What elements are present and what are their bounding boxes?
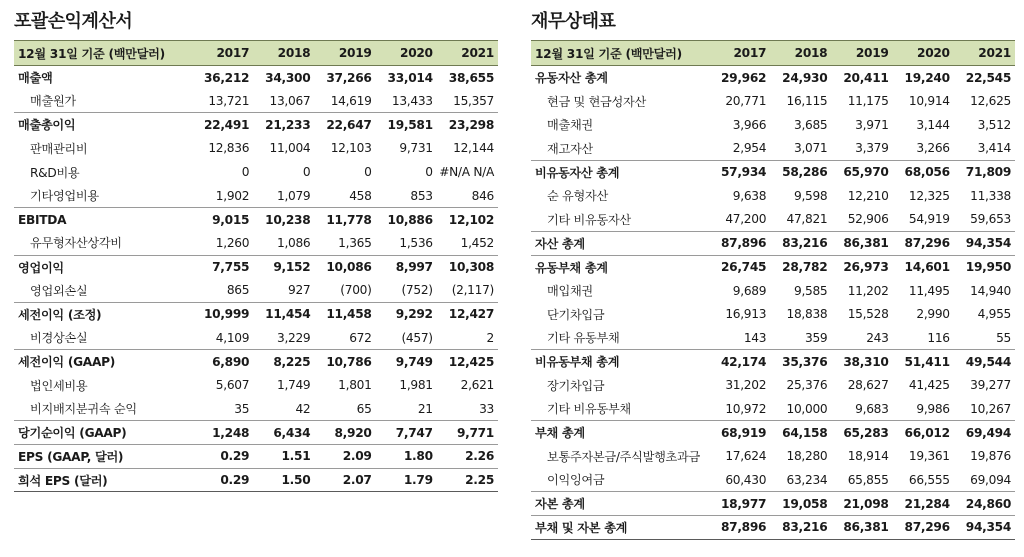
row-value: 10,886 [376, 208, 437, 232]
row-value: 9,689 [732, 283, 767, 298]
row-label: EBITDA [14, 208, 192, 232]
table-row [531, 113, 1015, 137]
table-row [14, 208, 498, 232]
row-value: 18,977 [709, 492, 770, 516]
row-label: 유동부채 총계 [531, 255, 709, 279]
table-row [14, 373, 498, 397]
row-value: 0 [364, 165, 372, 180]
row-label: 기타영업비용 [30, 189, 99, 204]
row-label: 판매관리비 [30, 141, 88, 156]
row-value: 1,079 [276, 188, 311, 203]
balance-header-year: 2017 [709, 41, 770, 66]
row-value: 22,491 [192, 113, 253, 137]
balance-sheet-title: 재무상태표 [531, 11, 616, 32]
row-value: 65,283 [831, 421, 892, 445]
row-value: 846 [471, 188, 494, 203]
row-value: 2.09 [314, 445, 375, 469]
income-header-year: 2021 [437, 41, 498, 66]
row-value: 10,914 [908, 94, 950, 109]
row-label: 희석 EPS (달러) [14, 468, 192, 492]
row-value: 15,528 [847, 307, 889, 322]
row-label: 순 유형자산 [547, 189, 608, 204]
income-header-row [14, 41, 498, 66]
row-value: 8,225 [253, 350, 314, 374]
row-value: 2.25 [437, 468, 498, 492]
table-row [531, 350, 1015, 374]
row-value: 66,555 [908, 472, 950, 487]
row-value: 3,685 [793, 117, 828, 132]
row-value: 24,930 [770, 66, 831, 90]
row-value: 3,971 [855, 117, 889, 132]
row-label: 부채 총계 [531, 421, 709, 445]
row-value: 21,098 [831, 492, 892, 516]
row-value: 22,647 [314, 113, 375, 137]
row-value: 13,433 [391, 93, 433, 108]
row-value: 17,624 [725, 449, 767, 464]
row-label: 영업이익 [14, 255, 192, 279]
row-value: 0.29 [192, 445, 253, 469]
row-value: 26,973 [831, 255, 892, 279]
row-value: 39,277 [970, 378, 1011, 393]
row-value: 9,598 [793, 188, 828, 203]
table-row [14, 421, 498, 445]
row-label: 세전이익 (조정) [14, 302, 192, 326]
row-value: 458 [349, 188, 372, 203]
row-value: 65 [356, 401, 372, 416]
row-value: 55 [996, 330, 1011, 345]
row-value: 31,202 [725, 378, 767, 393]
table-row [531, 66, 1015, 90]
row-value: 9,292 [376, 302, 437, 326]
row-value: 94,354 [954, 516, 1015, 540]
row-value: 1,801 [338, 378, 372, 393]
row-value: 10,308 [437, 255, 498, 279]
row-value: 54,919 [908, 212, 950, 227]
table-row [531, 492, 1015, 516]
table-row [531, 279, 1015, 303]
row-value: 9,638 [732, 188, 767, 203]
row-label: 매출총이익 [14, 113, 192, 137]
row-value: 3,144 [916, 117, 950, 132]
row-value: 11,004 [269, 141, 311, 156]
income-statement-panel [14, 0, 498, 492]
balance-header-year: 2018 [770, 41, 831, 66]
table-row [14, 326, 498, 350]
row-value: 22,545 [954, 66, 1015, 90]
row-value: 10,786 [314, 350, 375, 374]
table-row [14, 137, 498, 161]
row-value: 3,966 [732, 117, 767, 132]
row-value: #N/A N/A [439, 165, 494, 180]
row-value: 13,721 [208, 93, 250, 108]
income-statement-table [14, 40, 498, 492]
row-label: 단기차입금 [547, 307, 605, 322]
row-value: 1,248 [192, 421, 253, 445]
row-value: 51,411 [893, 350, 954, 374]
row-value: 64,158 [770, 421, 831, 445]
table-row [531, 302, 1015, 326]
row-value: 58,286 [770, 160, 831, 184]
table-row [531, 421, 1015, 445]
row-value: 25,376 [786, 378, 828, 393]
row-label: 법인세비용 [30, 378, 88, 393]
row-label: 세전이익 (GAAP) [14, 350, 192, 374]
row-value: 927 [288, 283, 311, 298]
row-value: 9,749 [376, 350, 437, 374]
row-value: 13,067 [269, 93, 311, 108]
row-value: 28,782 [770, 255, 831, 279]
row-value: 14,601 [893, 255, 954, 279]
row-value: 19,240 [893, 66, 954, 90]
row-value: 42 [295, 401, 311, 416]
row-value: 2.07 [314, 468, 375, 492]
row-value: 3,071 [793, 141, 828, 156]
row-value: 21,284 [893, 492, 954, 516]
row-value: 143 [743, 330, 767, 345]
row-value: 65,970 [831, 160, 892, 184]
row-value: (2,117) [451, 283, 494, 298]
row-label: 유무형자산상각비 [30, 236, 122, 251]
row-value: 23,298 [437, 113, 498, 137]
row-value: 60,430 [725, 472, 767, 487]
table-row [14, 279, 498, 303]
row-label: 영업외손실 [30, 283, 88, 298]
row-value: 19,058 [770, 492, 831, 516]
row-value: 83,216 [770, 231, 831, 255]
row-value: 359 [805, 330, 828, 345]
row-value: 49,544 [954, 350, 1015, 374]
row-label: 매출채권 [547, 118, 593, 133]
row-value: 33 [479, 401, 494, 416]
row-label: 장기차입금 [547, 378, 605, 393]
row-value: 7,747 [376, 421, 437, 445]
row-value: 10,086 [314, 255, 375, 279]
row-label: 유동자산 총계 [531, 66, 709, 90]
row-value: 66,012 [893, 421, 954, 445]
row-value: 6,890 [192, 350, 253, 374]
row-label: 자본 총계 [531, 492, 709, 516]
balance-header-label: 12월 31일 기준 (백만달러) [531, 41, 709, 66]
row-value: 3,379 [855, 141, 889, 156]
row-value: 68,056 [893, 160, 954, 184]
row-value: 0 [425, 165, 433, 180]
income-statement-title: 포괄손익계산서 [14, 11, 133, 32]
table-row [14, 255, 498, 279]
row-value: 865 [226, 283, 250, 298]
row-value: 853 [410, 188, 433, 203]
row-value: 11,454 [253, 302, 314, 326]
row-value: 9,986 [916, 401, 950, 416]
row-value: 37,266 [314, 66, 375, 90]
row-value: 18,838 [786, 307, 828, 322]
table-row [531, 397, 1015, 421]
row-value: 10,238 [253, 208, 314, 232]
table-row [531, 445, 1015, 469]
row-value: 1,365 [338, 235, 372, 250]
row-value: 0 [241, 165, 250, 180]
row-value: 3,414 [977, 141, 1011, 156]
row-value: 1.50 [253, 468, 314, 492]
table-row [531, 137, 1015, 161]
row-value: 38,655 [437, 66, 498, 90]
table-row [14, 350, 498, 374]
row-value: 9,585 [793, 283, 828, 298]
row-value: 4,955 [977, 307, 1011, 322]
row-value: (457) [401, 330, 433, 345]
row-value: 672 [349, 330, 372, 345]
row-value: 2 [486, 330, 494, 345]
row-value: 12,427 [437, 302, 498, 326]
balance-header-year: 2021 [954, 41, 1015, 66]
table-row [14, 231, 498, 255]
row-value: 68,919 [709, 421, 770, 445]
row-value: 9,152 [253, 255, 314, 279]
row-value: 11,778 [314, 208, 375, 232]
row-value: 15,357 [453, 93, 494, 108]
income-header-year: 2018 [253, 41, 314, 66]
row-value: 71,809 [954, 160, 1015, 184]
row-label: 당기순이익 (GAAP) [14, 421, 192, 445]
row-value: 12,625 [970, 94, 1011, 109]
row-value: 29,962 [709, 66, 770, 90]
income-header-year: 2017 [192, 41, 253, 66]
row-label: 매출액 [14, 66, 192, 90]
row-value: 24,860 [954, 492, 1015, 516]
row-value: 1,749 [276, 378, 311, 393]
table-row [14, 445, 498, 469]
balance-header-row [531, 41, 1015, 66]
row-value: 69,094 [970, 472, 1011, 487]
balance-sheet-table [531, 40, 1015, 540]
row-value: 42,174 [709, 350, 770, 374]
income-header-year: 2020 [376, 41, 437, 66]
row-value: 12,836 [208, 141, 250, 156]
income-table-body [14, 66, 498, 492]
row-value: 5,607 [215, 378, 250, 393]
row-value: 2,954 [732, 141, 767, 156]
table-row [14, 468, 498, 492]
row-value: 7,755 [192, 255, 253, 279]
row-value: 20,411 [831, 66, 892, 90]
row-label: 비유동자산 총계 [531, 160, 709, 184]
table-row [14, 66, 498, 90]
row-value: 36,212 [192, 66, 253, 90]
row-value: 28,627 [847, 378, 889, 393]
row-value: (700) [340, 283, 372, 298]
row-value: 18,280 [786, 449, 828, 464]
table-row [14, 89, 498, 113]
row-value: 19,361 [908, 449, 950, 464]
row-value: 0.29 [192, 468, 253, 492]
row-value: 9,683 [855, 401, 889, 416]
row-value: 34,300 [253, 66, 314, 90]
row-label: 기타 유동부채 [547, 331, 620, 346]
row-value: 19,581 [376, 113, 437, 137]
row-value: 1.79 [376, 468, 437, 492]
row-value: 1.80 [376, 445, 437, 469]
row-value: 10,999 [192, 302, 253, 326]
row-value: 9,771 [437, 421, 498, 445]
row-value: 14,619 [330, 93, 372, 108]
table-row [531, 160, 1015, 184]
row-value: 16,115 [786, 94, 828, 109]
row-value: 11,458 [314, 302, 375, 326]
row-value: 19,950 [954, 255, 1015, 279]
row-label: 비유동부채 총계 [531, 350, 709, 374]
row-value: 12,425 [437, 350, 498, 374]
row-label: 비경상손실 [30, 331, 88, 346]
table-row [14, 184, 498, 208]
row-value: 59,653 [970, 212, 1011, 227]
row-label: 매입채권 [547, 284, 593, 299]
row-value: 87,896 [709, 231, 770, 255]
row-label: 자산 총계 [531, 231, 709, 255]
row-value: 2,621 [460, 378, 494, 393]
row-value: 12,210 [847, 188, 889, 203]
table-row [531, 89, 1015, 113]
row-label: 비지배지분귀속 순익 [30, 402, 137, 417]
row-value: 18,914 [847, 449, 889, 464]
table-row [531, 326, 1015, 350]
table-row [14, 113, 498, 137]
row-value: 0 [302, 165, 311, 180]
row-label: 보통주자본금/주식발행초과금 [547, 449, 700, 464]
table-row [531, 231, 1015, 255]
row-value: 52,906 [847, 212, 889, 227]
row-label: 매출원가 [30, 94, 76, 109]
row-value: 83,216 [770, 516, 831, 540]
row-value: 87,296 [893, 231, 954, 255]
row-value: 1.51 [253, 445, 314, 469]
row-value: 87,896 [709, 516, 770, 540]
row-value: 19,876 [970, 449, 1011, 464]
balance-header-year: 2019 [831, 41, 892, 66]
table-row [531, 208, 1015, 232]
row-value: 86,381 [831, 516, 892, 540]
row-value: 94,354 [954, 231, 1015, 255]
row-label: 부채 및 자본 총계 [531, 516, 709, 540]
row-value: 57,934 [709, 160, 770, 184]
balance-table-body [531, 66, 1015, 540]
table-row [14, 397, 498, 421]
row-value: 21 [417, 401, 433, 416]
row-value: 11,495 [908, 283, 950, 298]
row-value: 41,425 [908, 378, 950, 393]
row-label: 현금 및 현금성자산 [547, 94, 646, 109]
table-row [531, 373, 1015, 397]
row-value: 21,233 [253, 113, 314, 137]
balance-sheet-panel [531, 0, 1015, 540]
row-value: 3,229 [276, 330, 311, 345]
row-value: 87,296 [893, 516, 954, 540]
row-value: 35,376 [770, 350, 831, 374]
row-value: 9,015 [192, 208, 253, 232]
income-header-label: 12월 31일 기준 (백만달러) [14, 41, 192, 66]
row-value: 20,771 [725, 94, 767, 109]
table-row [14, 302, 498, 326]
row-value: 86,381 [831, 231, 892, 255]
row-label: R&D비용 [30, 165, 80, 180]
row-value: 3,266 [916, 141, 950, 156]
row-label: 기타 비유동부채 [547, 402, 631, 417]
row-value: 47,821 [786, 212, 828, 227]
income-header-year: 2019 [314, 41, 375, 66]
balance-header-year: 2020 [893, 41, 954, 66]
row-value: 2,990 [916, 307, 950, 322]
row-value: 47,200 [725, 212, 767, 227]
row-value: 65,855 [847, 472, 889, 487]
row-value: 2.26 [437, 445, 498, 469]
row-value: 1,902 [215, 188, 250, 203]
row-label: 기타 비유동자산 [547, 212, 631, 227]
row-value: 1,981 [399, 378, 433, 393]
row-value: 1,086 [276, 235, 311, 250]
row-value: 12,102 [437, 208, 498, 232]
row-label: EPS (GAAP, 달러) [14, 445, 192, 469]
row-value: 1,536 [399, 235, 433, 250]
row-value: 1,452 [460, 235, 494, 250]
table-row [531, 184, 1015, 208]
row-value: 1,260 [215, 235, 250, 250]
row-value: 6,434 [253, 421, 314, 445]
row-value: 11,338 [970, 188, 1011, 203]
row-value: 9,731 [399, 141, 433, 156]
row-label: 재고자산 [547, 141, 593, 156]
table-row [14, 160, 498, 184]
row-value: 63,234 [786, 472, 828, 487]
row-value: 4,109 [215, 330, 250, 345]
table-row [531, 255, 1015, 279]
row-value: 12,325 [908, 188, 950, 203]
row-value: 38,310 [831, 350, 892, 374]
row-value: 69,494 [954, 421, 1015, 445]
row-value: 8,920 [314, 421, 375, 445]
row-value: 12,103 [330, 141, 372, 156]
table-row [531, 516, 1015, 540]
row-value: 116 [927, 330, 950, 345]
row-value: 10,000 [786, 401, 828, 416]
row-value: 243 [866, 330, 889, 345]
row-value: 33,014 [376, 66, 437, 90]
row-value: 3,512 [977, 117, 1011, 132]
row-value: 11,175 [847, 94, 889, 109]
row-value: 26,745 [709, 255, 770, 279]
row-value: 10,972 [725, 401, 767, 416]
row-value: 8,997 [376, 255, 437, 279]
row-label: 이익잉여금 [547, 473, 605, 488]
row-value: 10,267 [970, 401, 1011, 416]
table-row [531, 468, 1015, 492]
row-value: 16,913 [725, 307, 767, 322]
row-value: 12,144 [453, 141, 494, 156]
row-value: (752) [401, 283, 433, 298]
row-value: 35 [234, 401, 250, 416]
row-value: 14,940 [970, 283, 1011, 298]
row-value: 11,202 [847, 283, 889, 298]
